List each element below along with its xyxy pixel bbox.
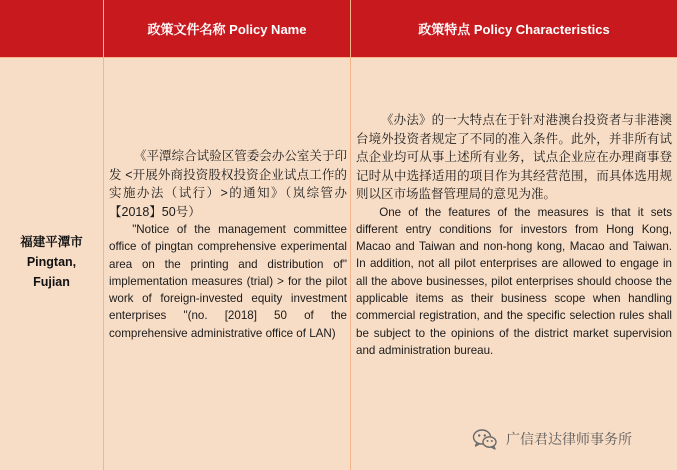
policy-name-zh: 《平潭综合试验区管委会办公室关于印发 <开展外商投资股权投资企业试点工作的实施办法（试行）>的通知》（岚综管办【2018】50号） <box>109 149 347 219</box>
header-policy-name: 政策文件名称 Policy Name <box>147 22 307 37</box>
column-divider <box>103 0 104 470</box>
row-divider <box>0 57 677 58</box>
policy-characteristics-cell <box>356 111 672 359</box>
policy-name-cell <box>109 147 347 342</box>
region-name-en-line2: Fujian <box>33 275 70 289</box>
table-header <box>0 0 677 57</box>
wechat-icon <box>472 426 498 452</box>
region-name-en-line1: Pingtan, <box>26 255 77 269</box>
characteristics-en: One of the features of the measures is that it sets different entry conditions for investors from Hong Kong, Macao and Taiwan and non-hong kong, Macao and Taiwan. In addition, not all pilot enterprises are allowed to engage in all the above businesses, pilot enterprises should choose the applicable items as their business scope when handling commercial registration, and the specific selection rules shall be subject to the opinions of the district market supervision and administration bureau. <box>356 205 672 357</box>
characteristics-zh: 《办法》的一大特点在于针对港澳台投资者与非港澳台境外投资者规定了不同的准入条件。此外，并非所有试点企业均可从事上述所有业务，试点企业应在办理商事登记时从中选择适用的项目作为其经营范围，而具体选用规则以区市场监督管理局的意见为准。 <box>356 113 672 201</box>
header-policy-characteristics: 政策特点 Policy Characteristics <box>418 22 610 37</box>
header-region <box>0 0 103 57</box>
region-cell <box>0 232 103 292</box>
watermark-text: 广信君达律师事务所 <box>506 431 632 447</box>
region-name-zh: 福建平潭市 <box>20 235 83 249</box>
policy-name-en: "Notice of the management committee office of pingtan comprehensive experimental area on the printing and distribution of" implementation measures (trial) > for the pilot work of foreign-invested equity investment enterprises "(no. [2018] 50 of the comprehensive administrative office of LAN) <box>109 223 347 340</box>
watermark <box>472 424 632 454</box>
column-divider <box>350 0 351 470</box>
